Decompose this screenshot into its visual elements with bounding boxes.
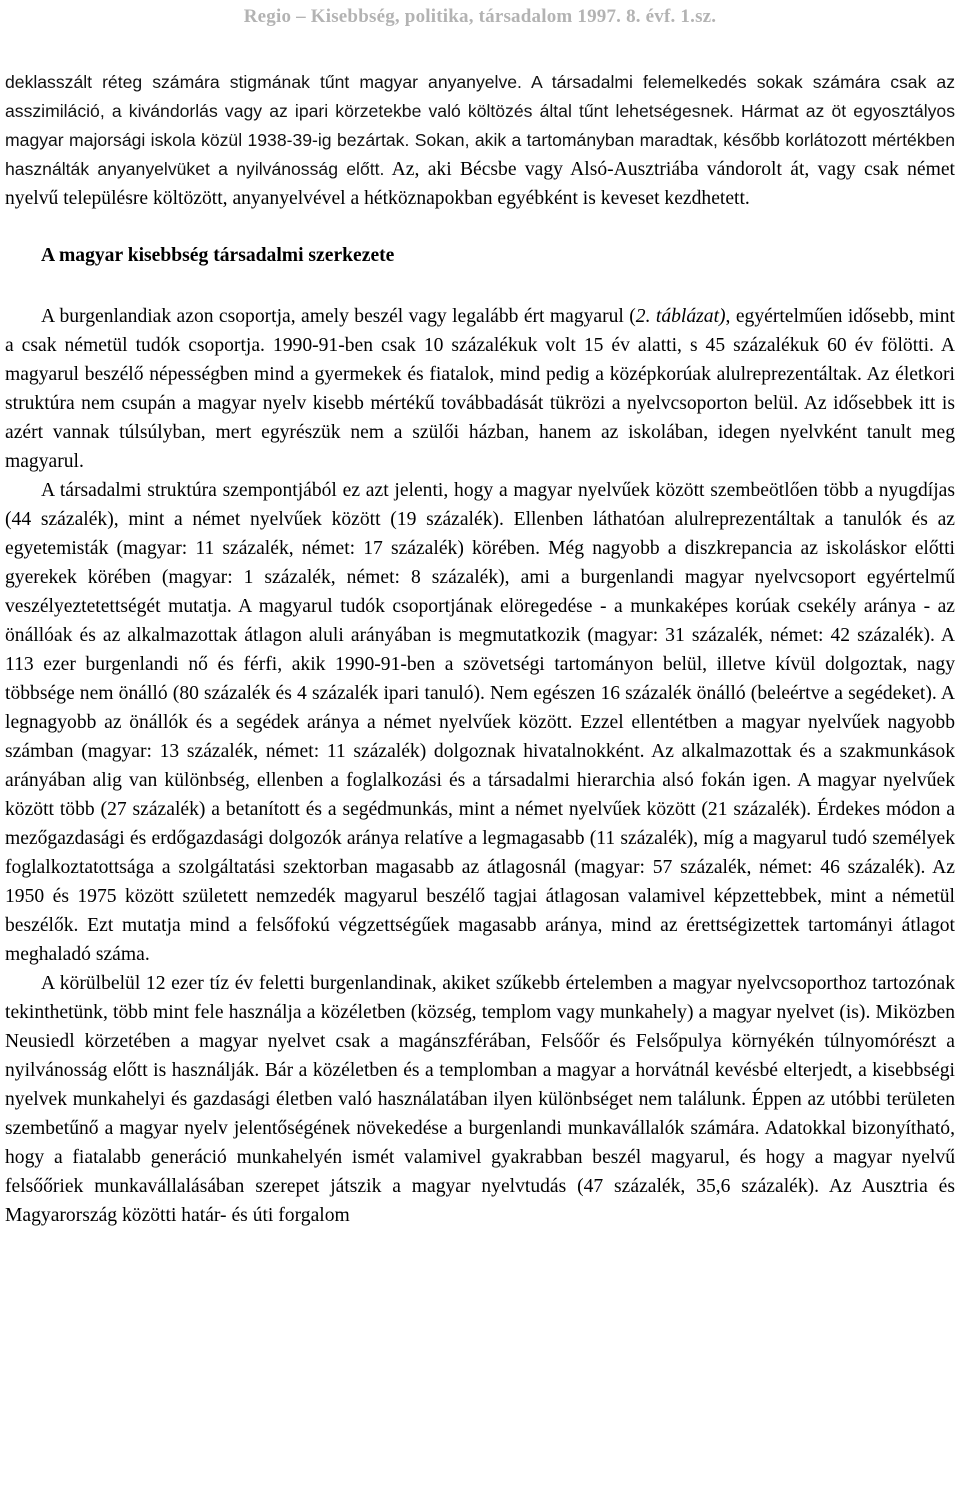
paragraph-age-structure (5, 302, 955, 476)
paragraph-social-structure: A társadalmi struktúra szempontjából ez azt jelenti, hogy a magyar nyelvűek között szembeötlően több a nyugdíjas (44 százalék), mint a német nyelvűek között (19 százalék). Ellenben láthatóan alulreprezentáltak a tanulók és az egyetemisták (magyar: 11 százalék, német: 17 százalék) körében. Még nagyobb a diszkrepancia az iskoláskor előtti gyerekek körében (magyar: 1 százalék, német: 8 százalék), ami a burgenlandi magyar nyelvcsoport egyértelmű veszélyeztetettségét mutatja. A magyarul tudók csoportjának elöregedése - a munkaképes korúak csekély aránya - az önállóak és az alkalmazottak átlagon aluli arányában is megmutatkozik (magyar: 31 százalék, német: 42 százalék). A 113 ezer burgenlandi nő és férfi, akik 1990-91-ben a szövetségi tartományon belül, illetve kívül dolgoztak, nagy többsége nem önálló (80 százalék és 4 százalék ipari tanuló). Nem egészen 16 százalék önálló (beleértve a segédeket). A legnagyobb az önállók és a segédek aránya a német nyelvűek között. Ezzel ellentétben a magyar nyelvűek nagyobb számban (magyar: 13 százalék, német: 11 százalék) dolgoznak hivatalnokként. Az alkalmazottak és a szakmunkások arányában alig van különbség, ellenben a foglalkozási és a társadalmi hierarchia alsó fokán igen. A magyar nyelvűek között több (27 százalék) a betanított és a segédmunkás, mint a német nyelvűek között (21 százalék). Érdekes módon a mezőgazdasági és erdőgazdasági dolgozók aránya relatíve a legmagasabb (11 százalék), míg a magyarul tudó személyek foglalkoztatottsága a szolgáltatási szektorban magasabb az átlagosnál (magyar: 57 százalék, német: 46 százalék). Az 1950 és 1975 között született nemzedék magyarul beszélő tagjai átlagosan valamivel képzettebbek, mint a németül beszélők. Ezt mutatja mind a felsőfokú végzettségűek magasabb aránya, mind az érettségizettek tartományi átlagot meghaladó száma. (5, 480, 955, 965)
paragraph-age-structure-text-a: A burgenlandiak azon csoportja, amely beszél vagy legalább ért magyarul ( (41, 306, 636, 327)
table-reference: 2. táblázat) (635, 306, 726, 327)
intro-text-serif: Az, aki Bécsbe vagy Alsó-Ausztriába vándorolt át, vagy csak német nyelvű településre költözött, anyanyelvével a hétköznapokban egyébként is keveset kezdhetett. (5, 159, 955, 209)
paragraph-age-structure-text-b: , egyértelműen idősebb, mint a csak németül tudók csoportja. 1990-91-ben csak 10 százalékuk volt 15 év alatti, s 45 százalékuk 60 év fölötti. A magyarul beszélő népességben mind a gyermekek és fiatalok, mind pedig a középkorúak alulreprezentáltak. Az életkori struktúra nem csupán a magyar nyelv kisebb mértékű továbbadását tükrözi a nyelvcsoporton belül. Az idősebbek itt is azért vannak túlsúlyban, mert egyrészük nem a szülői házban, hanem az iskolában, idegen nyelvként tanult meg magyarul. (5, 306, 955, 472)
section-heading: A magyar kisebbség társadalmi szerkezete (41, 245, 395, 266)
document-body (5, 68, 955, 1230)
intro-paragraph (5, 68, 955, 213)
paragraph-language-use: A körülbelül 12 ezer tíz év feletti burgenlandinak, akiket szűkebb értelemben a magyar nyelvcsoporthoz tartozónak tekinthetünk, több mint fele használja a közéletben (község, templom vagy munkahely) a magyar nyelvet (is). Miközben Neusiedl körzetében a magyar nyelvet csak a magánszférában, Felsőőr és Felsőpulya környékén túlnyomórészt a nyilvánosság előtt is használják. Bár a közéletben és a templomban a magyar a horvátnál kevésbé elterjedt, a kisebbségi nyelvek munkahelyi és gazdasági életben való használatában ilyen különbséget nem találunk. Éppen az utóbbi területen szembetűnő a magyar nyelv jelentőségének növekedése a burgenlandi munkavállalók számára. Adatokkal bizonyítható, hogy a fiatalabb generáció munkahelyén ismét valamivel gyakrabban beszél magyarul, és hogy a magyar nyelvű felsőőriek munkavállalásában szerepet játszik a magyar nyelvtudás (47 százalék, 35,6 százalék). Az Ausztria és Magyarország közötti határ- és úti forgalom (5, 973, 955, 1226)
running-header: Regio – Kisebbség, politika, társadalom 1997. 8. évf. 1.sz. (243, 6, 717, 27)
intro-text-sans: deklasszált réteg számára stigmának tűnt magyar anyanyelve. A társadalmi felemelkedés sokak számára csak az asszimiláció, a kivándorlás vagy az ipari körzetekbe való költözés által tűnt lehetségesnek. Hármat az öt egyosztályos magyar majorsági iskola közül 1938-39-ig bezártak. Sokan, akik a tartományban maradtak, később korlátozott mértékben használták anyanyelvüket a nyilvánosság előtt. (5, 72, 955, 179)
